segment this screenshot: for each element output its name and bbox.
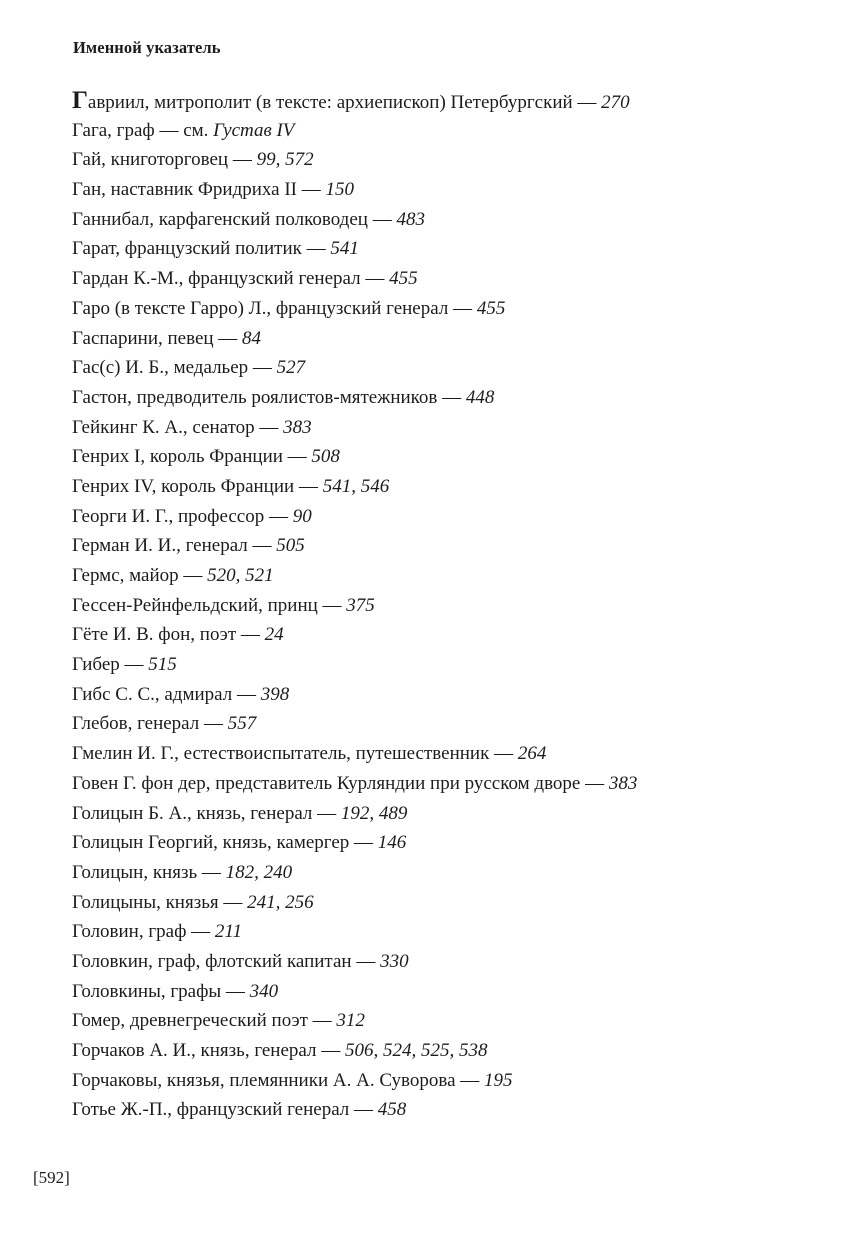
index-entry — [72, 1066, 832, 1096]
index-entry — [72, 680, 832, 710]
index-entry — [72, 264, 832, 294]
entry-name: Гермс, майор — — [72, 565, 208, 586]
index-entry — [72, 383, 832, 413]
entry-name: Голицын Б. А., князь, генерал — — [72, 802, 341, 824]
page-number: [592] — [33, 1168, 70, 1187]
index-entry — [72, 709, 832, 739]
page-references: 312 — [336, 1010, 365, 1032]
page-references: 241, 256 — [247, 891, 314, 913]
page-references: 90 — [292, 505, 312, 527]
index-entry — [72, 858, 832, 888]
page-references: 146 — [377, 832, 407, 854]
entry-name: Гессен-Рейнфельдский, принц — — [72, 594, 347, 616]
index-entry — [72, 205, 832, 235]
entry-name: Гарат, французский политик — — [72, 238, 331, 260]
entry-name: Георги И. Г., профессор — — [72, 505, 293, 527]
page-references: 455 — [389, 268, 418, 290]
entry-name: Голицын, князь — — [72, 861, 226, 883]
page-references: 520, 521 — [207, 565, 274, 586]
entry-name: Гай, книготорговец — — [72, 149, 257, 171]
entry-name: Герман И. И., генерал — — [72, 535, 277, 557]
index-entry — [72, 977, 832, 1007]
page-references: 515 — [148, 654, 177, 676]
page-references: 508 — [311, 446, 340, 468]
index-entry — [72, 620, 832, 650]
entry-name: Гаспарини, певец — — [72, 327, 243, 349]
index-entry — [72, 234, 832, 264]
index-entry — [72, 591, 832, 621]
index-entries — [72, 86, 832, 1125]
entry-name: Генрих I, король Франции — — [72, 446, 312, 468]
page-references: 506, 524, 525, 538 — [344, 1040, 488, 1061]
entry-name: Головкины, графы — — [72, 980, 250, 1002]
entry-name: Головкин, граф, флотский капитан — — [72, 950, 381, 972]
entry-name: Гас(с) И. Б., медальер — — [72, 357, 277, 379]
page-references: 192, 489 — [340, 802, 408, 824]
entry-name: Гомер, древнегреческий поэт — — [72, 1010, 337, 1032]
entry-name: Глебов, генерал — — [72, 713, 228, 735]
index-entry — [72, 442, 832, 472]
index-entry — [72, 947, 832, 977]
page-references: 398 — [260, 683, 290, 705]
index-entry — [72, 413, 832, 443]
page-references: 527 — [276, 357, 306, 379]
page-references: 270 — [601, 92, 630, 113]
index-entry — [72, 502, 832, 532]
index-entry — [72, 531, 832, 561]
page-references: 99, 572 — [256, 149, 314, 171]
page-references: 375 — [346, 594, 375, 616]
entry-name: Говен Г. фон дер, представитель Курляндии при русском дворе — — [72, 772, 609, 794]
page-references: 340 — [249, 980, 279, 1002]
entry-name: Гибер — — [72, 654, 149, 676]
entry-name: Гардан К.-М., французский генерал — — [72, 268, 390, 290]
page-references: 383 — [608, 772, 638, 794]
entry-name: авриил, митрополит (в тексте: архиепископ) Петербургский — — [87, 92, 602, 113]
page-references: 150 — [325, 179, 355, 201]
index-entry — [72, 116, 832, 146]
index-entry — [72, 472, 832, 502]
index-entry — [72, 324, 832, 354]
page-references: 182, 240 — [225, 861, 293, 883]
page-references: 458 — [377, 1099, 407, 1121]
entry-name: Горчаковы, князья, племянники А. А. Суворова — — [72, 1069, 485, 1091]
running-header: Именной указатель — [73, 38, 221, 57]
drop-cap-initial: Г — [72, 87, 88, 114]
index-entry — [72, 145, 832, 175]
page-references: 264 — [517, 743, 547, 765]
page-references: 84 — [242, 327, 262, 349]
index-entry — [72, 1006, 832, 1036]
index-entry — [72, 175, 832, 205]
entry-name: Горчаков А. И., князь, генерал — — [72, 1040, 345, 1061]
entry-name: Готье Ж.-П., французский генерал — — [72, 1099, 378, 1121]
index-entry — [72, 1095, 832, 1125]
index-entry — [72, 86, 832, 116]
index-entry — [72, 1036, 832, 1066]
index-entry — [72, 769, 832, 799]
page-references: 383 — [283, 416, 312, 438]
cross-reference: Густав IV — [213, 119, 295, 141]
index-entry — [72, 294, 832, 324]
entry-name: Генрих IV, король Франции — — [72, 475, 323, 497]
page-references: 483 — [396, 208, 425, 230]
entry-name: Голицыны, князья — — [72, 891, 248, 913]
page-references: 557 — [227, 713, 257, 735]
index-entry — [72, 888, 832, 918]
entry-name: Ганнибал, карфагенский полководец — — [72, 208, 397, 230]
page-references: 505 — [276, 535, 305, 557]
index-entry — [72, 739, 832, 769]
entry-name: Гёте И. В. фон, поэт — — [72, 624, 265, 646]
page-references: 195 — [484, 1069, 513, 1091]
page-references: 211 — [214, 921, 242, 943]
entry-name: Голицын Георгий, князь, камергер — — [72, 832, 378, 854]
entry-name: Гейкинг К. А., сенатор — — [72, 416, 284, 438]
index-entry — [72, 650, 832, 680]
page-references: 448 — [465, 386, 495, 408]
entry-name: Головин, граф — — [72, 921, 215, 943]
index-entry — [72, 353, 832, 383]
index-entry — [72, 799, 832, 829]
index-entry — [72, 561, 832, 591]
page-references: 541, 546 — [322, 475, 390, 497]
index-entry — [72, 917, 832, 947]
entry-name: Гаро (в тексте Гарро) Л., французский генерал — — [72, 297, 477, 319]
page-references: 24 — [264, 624, 284, 646]
index-entry — [72, 828, 832, 858]
entry-name: Ган, наставник Фридриха II — — [72, 179, 326, 201]
page-references: 330 — [380, 950, 409, 972]
entry-name: Гага, граф — см. — [72, 119, 214, 141]
page-references: 541 — [330, 238, 359, 260]
page-references: 455 — [476, 297, 506, 319]
entry-name: Гмелин И. Г., естествоиспытатель, путешественник — — [72, 743, 518, 765]
entry-name: Гибс С. С., адмирал — — [72, 683, 261, 705]
entry-name: Гастон, предводитель роялистов-мятежников — — [72, 386, 466, 408]
